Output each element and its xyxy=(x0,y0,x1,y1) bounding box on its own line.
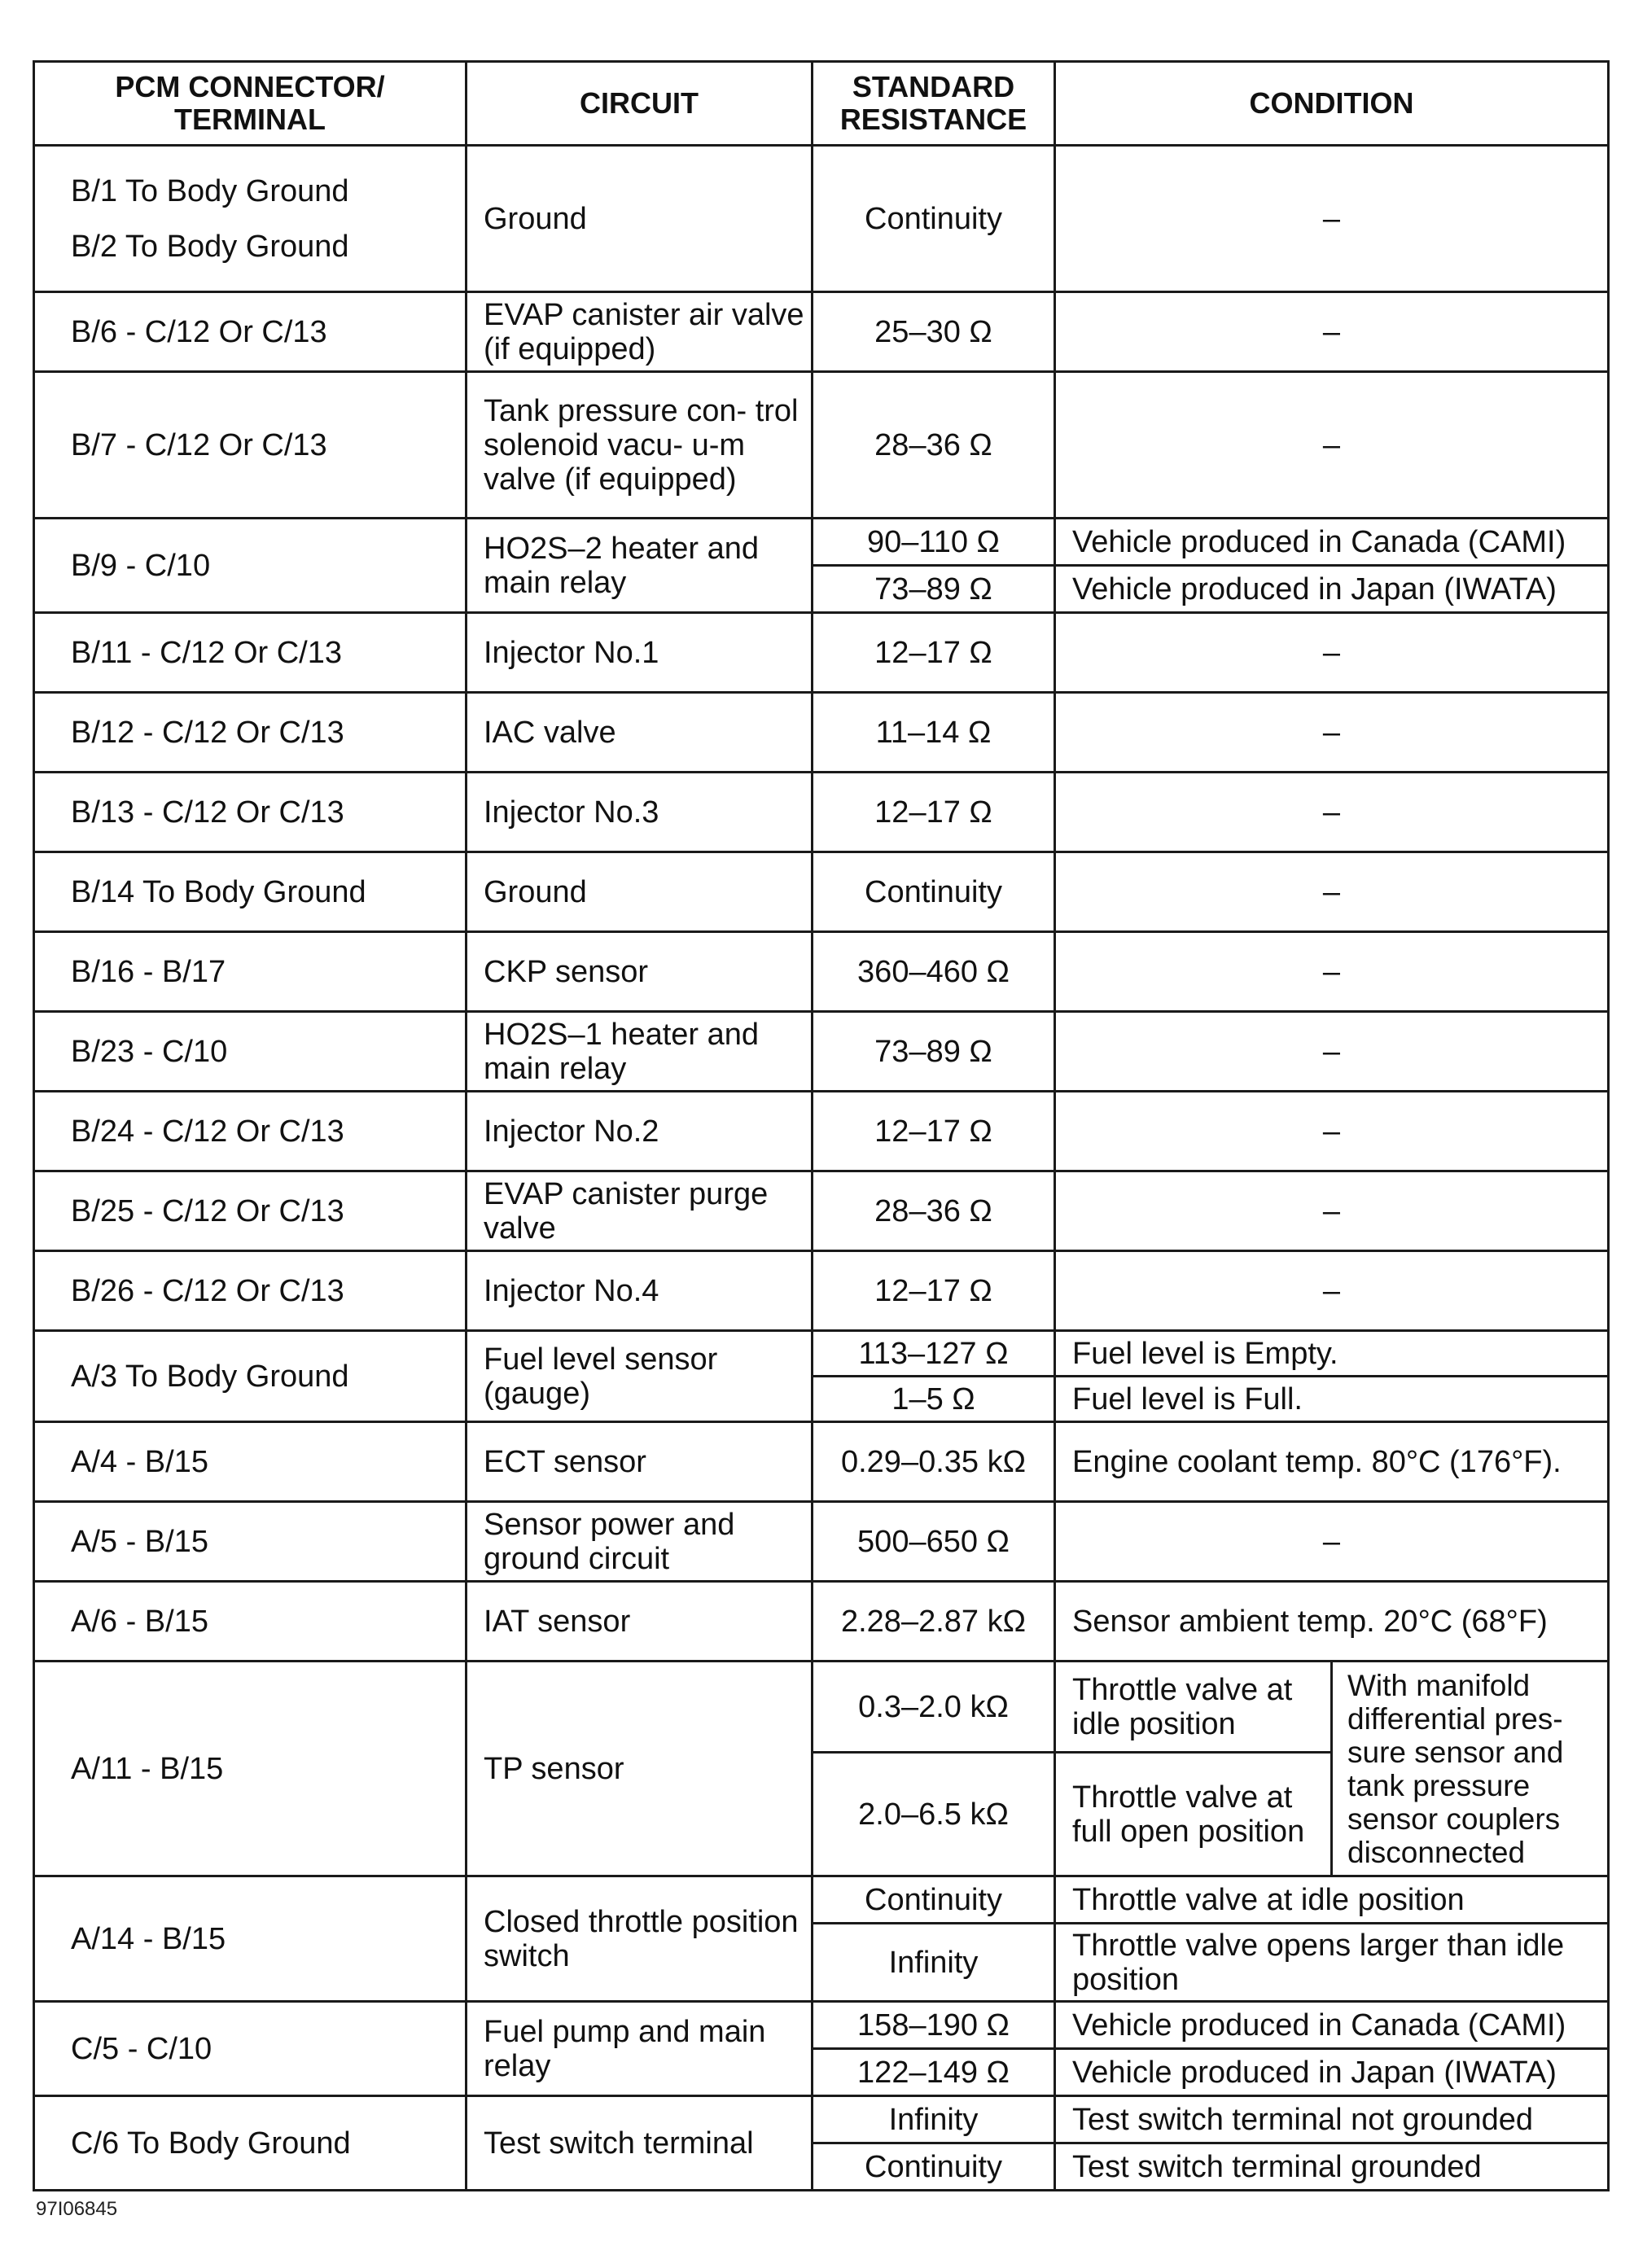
terminal-cell: B/14 To Body Ground xyxy=(34,852,467,932)
circuit-cell: Tank pressure con- trol solenoid vacu- u-m valve (if equipped) xyxy=(467,372,813,519)
condition-cell: Sensor ambient temp. 20°C (68°F) xyxy=(1055,1582,1609,1662)
resistance-cell: 0.3–2.0 kΩ xyxy=(813,1662,1055,1753)
table-row xyxy=(34,852,1609,932)
circuit-cell: Fuel pump and main relay xyxy=(467,2002,813,2096)
condition-cell: Fuel level is Empty. xyxy=(1055,1331,1609,1377)
terminal-cell: B/26 - C/12 Or C/13 xyxy=(34,1251,467,1331)
circuit-cell: EVAP canister air valve (if equipped) xyxy=(467,292,813,372)
resistance-cell: 28–36 Ω xyxy=(813,372,1055,519)
table-row xyxy=(34,1422,1609,1502)
resistance-cell: Infinity xyxy=(813,2096,1055,2143)
table-row xyxy=(34,519,1609,566)
terminal-cell xyxy=(34,146,467,292)
condition-cell: – xyxy=(1055,852,1609,932)
resistance-cell: 28–36 Ω xyxy=(813,1171,1055,1251)
circuit-cell: Injector No.4 xyxy=(467,1251,813,1331)
circuit-cell: Sensor power and ground circuit xyxy=(467,1502,813,1582)
condition-cell: Throttle valve at idle position xyxy=(1055,1876,1609,1924)
resistance-cell: 25–30 Ω xyxy=(813,292,1055,372)
circuit-cell: ECT sensor xyxy=(467,1422,813,1502)
resistance-cell: 113–127 Ω xyxy=(813,1331,1055,1377)
resistance-cell: 73–89 Ω xyxy=(813,566,1055,613)
condition-cell: Test switch terminal grounded xyxy=(1055,2143,1609,2191)
resistance-cell: Continuity xyxy=(813,1876,1055,1924)
condition-cell: – xyxy=(1055,773,1609,852)
resistance-cell: 12–17 Ω xyxy=(813,773,1055,852)
circuit-cell: Injector No.2 xyxy=(467,1092,813,1171)
terminal-cell: B/11 - C/12 Or C/13 xyxy=(34,613,467,693)
condition-cell: – xyxy=(1055,146,1609,292)
table-row xyxy=(34,1502,1609,1582)
resistance-cell: Continuity xyxy=(813,852,1055,932)
resistance-cell: 0.29–0.35 kΩ xyxy=(813,1422,1055,1502)
table-row xyxy=(34,932,1609,1012)
table-row xyxy=(34,1171,1609,1251)
resistance-cell: 2.28–2.87 kΩ xyxy=(813,1582,1055,1662)
resistance-cell: 12–17 Ω xyxy=(813,1251,1055,1331)
terminal-cell: B/23 - C/10 xyxy=(34,1012,467,1092)
terminal-cell: A/3 To Body Ground xyxy=(34,1331,467,1422)
condition-cell: Vehicle produced in Japan (IWATA) xyxy=(1055,566,1609,613)
resistance-cell: 12–17 Ω xyxy=(813,1092,1055,1171)
terminal-cell: B/9 - C/10 xyxy=(34,519,467,613)
condition-cell: – xyxy=(1055,1012,1609,1092)
table-row xyxy=(34,693,1609,773)
table-row xyxy=(34,2096,1609,2143)
terminal-cell: C/5 - C/10 xyxy=(34,2002,467,2096)
terminal-cell: B/25 - C/12 Or C/13 xyxy=(34,1171,467,1251)
terminal-cell: B/7 - C/12 Or C/13 xyxy=(34,372,467,519)
header-circuit: CIRCUIT xyxy=(467,62,813,146)
table-row xyxy=(34,1251,1609,1331)
terminal-cell: A/14 - B/15 xyxy=(34,1876,467,2002)
table-row xyxy=(34,773,1609,852)
resistance-cell: 2.0–6.5 kΩ xyxy=(813,1753,1055,1876)
table-row xyxy=(34,1662,1609,1753)
resistance-cell: Infinity xyxy=(813,1924,1055,2002)
condition-cell: – xyxy=(1055,613,1609,693)
resistance-cell: 158–190 Ω xyxy=(813,2002,1055,2049)
condition-note-cell: With manifold differential pres- sure sensor and tank pressure sensor couplers disconnected xyxy=(1332,1662,1609,1876)
circuit-cell: Test switch terminal xyxy=(467,2096,813,2191)
circuit-cell: Ground xyxy=(467,852,813,932)
circuit-cell: Injector No.3 xyxy=(467,773,813,852)
resistance-cell: Continuity xyxy=(813,146,1055,292)
terminal-cell: C/6 To Body Ground xyxy=(34,2096,467,2191)
header-row xyxy=(34,62,1609,146)
circuit-cell: Injector No.1 xyxy=(467,613,813,693)
resistance-cell: Continuity xyxy=(813,2143,1055,2191)
table-row xyxy=(34,1876,1609,1924)
condition-cell: Throttle valve opens larger than idle position xyxy=(1055,1924,1609,2002)
condition-cell: Vehicle produced in Canada (CAMI) xyxy=(1055,2002,1609,2049)
resistance-table-sheet xyxy=(33,60,1607,2191)
table-row xyxy=(34,1012,1609,1092)
table-row xyxy=(34,292,1609,372)
condition-cell: – xyxy=(1055,693,1609,773)
resistance-cell: 1–5 Ω xyxy=(813,1377,1055,1422)
terminal-cell: B/24 - C/12 Or C/13 xyxy=(34,1092,467,1171)
condition-cell: – xyxy=(1055,1251,1609,1331)
condition-cell: – xyxy=(1055,1092,1609,1171)
circuit-cell: CKP sensor xyxy=(467,932,813,1012)
circuit-cell: Closed throttle position switch xyxy=(467,1876,813,2002)
circuit-cell: HO2S–2 heater and main relay xyxy=(467,519,813,613)
resistance-cell: 500–650 Ω xyxy=(813,1502,1055,1582)
terminal-cell: B/6 - C/12 Or C/13 xyxy=(34,292,467,372)
terminal-line: B/1 To Body Ground xyxy=(71,173,349,208)
table-row xyxy=(34,372,1609,519)
circuit-cell: Fuel level sensor (gauge) xyxy=(467,1331,813,1422)
terminal-cell: A/6 - B/15 xyxy=(34,1582,467,1662)
condition-cell: – xyxy=(1055,932,1609,1012)
circuit-cell: IAT sensor xyxy=(467,1582,813,1662)
terminal-cell: A/4 - B/15 xyxy=(34,1422,467,1502)
condition-cell: Vehicle produced in Japan (IWATA) xyxy=(1055,2049,1609,2096)
condition-cell: – xyxy=(1055,1171,1609,1251)
condition-cell: – xyxy=(1055,1502,1609,1582)
table-row xyxy=(34,1092,1609,1171)
condition-cell: Throttle valve at idle position xyxy=(1055,1662,1332,1753)
table-row xyxy=(34,146,1609,292)
resistance-cell: 73–89 Ω xyxy=(813,1012,1055,1092)
condition-cell: Vehicle produced in Canada (CAMI) xyxy=(1055,519,1609,566)
circuit-cell: HO2S–1 heater and main relay xyxy=(467,1012,813,1092)
condition-cell: – xyxy=(1055,292,1609,372)
header-resistance: STANDARD RESISTANCE xyxy=(813,62,1055,146)
resistance-cell: 90–110 Ω xyxy=(813,519,1055,566)
pcm-resistance-table xyxy=(33,60,1610,2191)
terminal-cell: A/11 - B/15 xyxy=(34,1662,467,1876)
condition-cell: Engine coolant temp. 80°C (176°F). xyxy=(1055,1422,1609,1502)
table-row xyxy=(34,2002,1609,2049)
table-row xyxy=(34,613,1609,693)
condition-cell: Test switch terminal not grounded xyxy=(1055,2096,1609,2143)
condition-cell: – xyxy=(1055,372,1609,519)
terminal-cell: B/13 - C/12 Or C/13 xyxy=(34,773,467,852)
figure-id: 97I06845 xyxy=(36,2198,118,2220)
terminal-cell: B/16 - B/17 xyxy=(34,932,467,1012)
circuit-cell: Ground xyxy=(467,146,813,292)
header-condition: CONDITION xyxy=(1055,62,1609,146)
terminal-cell: A/5 - B/15 xyxy=(34,1502,467,1582)
circuit-cell: TP sensor xyxy=(467,1662,813,1876)
circuit-cell: EVAP canister purge valve xyxy=(467,1171,813,1251)
table-row xyxy=(34,1582,1609,1662)
terminal-line: B/2 To Body Ground xyxy=(71,229,349,264)
circuit-cell: IAC valve xyxy=(467,693,813,773)
resistance-cell: 122–149 Ω xyxy=(813,2049,1055,2096)
resistance-cell: 11–14 Ω xyxy=(813,693,1055,773)
header-terminal: PCM CONNECTOR/ TERMINAL xyxy=(34,62,467,146)
table-row xyxy=(34,1331,1609,1377)
condition-cell: Throttle valve at full open position xyxy=(1055,1753,1332,1876)
resistance-cell: 12–17 Ω xyxy=(813,613,1055,693)
resistance-cell: 360–460 Ω xyxy=(813,932,1055,1012)
terminal-cell: B/12 - C/12 Or C/13 xyxy=(34,693,467,773)
condition-cell: Fuel level is Full. xyxy=(1055,1377,1609,1422)
